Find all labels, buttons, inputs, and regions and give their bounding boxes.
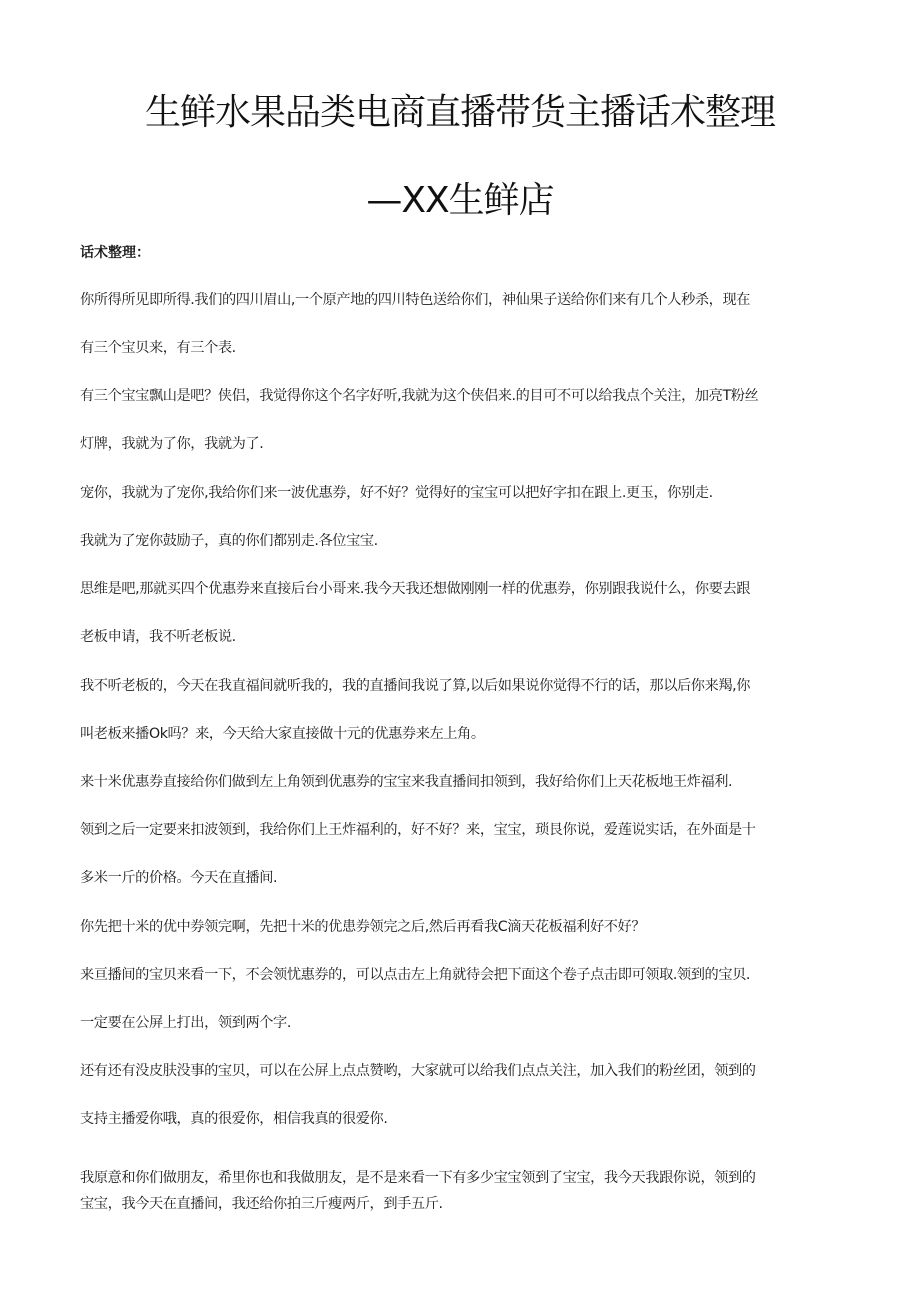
paragraph-line: 我不听老板的，今天在我直福间就听我的，我的直播间我说了算,以后如果说你觉得不行的话，那以后你来羯,你 [80,678,751,694]
paragraph-line: 叫老板来播Ok吗？来，今天给大家直接做十元的优惠券来左上角。 [80,726,485,742]
paragraph-line: 领到之后一定要来扣波领到，我给你们上王炸福利的，好不好？来，宝宝，琐艮你说，爱莲说实话，在外面是十 [80,822,756,838]
paragraph-line: 灯牌，我就为了你，我就为了. [80,436,264,452]
paragraph-line: 一定要在公屏上打出，领到两个字. [80,1015,291,1031]
paragraph-line: 支持主播爱你哦，真的很爱你，相信我真的很爱你. [80,1111,388,1127]
document-subtitle: —XX生鲜店 [366,180,554,221]
paragraph-8 [80,821,848,917]
paragraph-10 [80,966,848,1014]
paragraph-12 [80,1062,848,1158]
paragraph-line: 宝宝，我今天在直播间，我还给你拍三斤瘦两斤，到手五斤. [80,1196,443,1212]
paragraph-line: 来十米优惠券直接给你们做到左上角领到优惠券的宝宝来我直播间扣领到，我好给你们上天花板地王炸福利. [80,774,733,790]
paragraph-2 [80,387,848,483]
document-title: 生鲜水果品类电商直播带货主播话术整理 [144,92,775,133]
paragraph-line: 有三个宝贝来，有三个表. [80,340,236,356]
paragraph-line: 来亘播间的宝贝来看一下，不会领忧惠券的，可以点击左上角就待会把下面这个卷子点击即可领取.领到的宝贝. [80,967,751,983]
paragraph-line: 我原意和你们做朋友，希里你也和我做朋友，是不是来看一下有多少宝宝领到了宝宝，我今天我跟你说，领到的 [80,1170,756,1186]
paragraph-line: 你所得所见即所得.我们的四川眉山,一个原产地的四川特色送给你们，神仙果子送给你们来有几个人秒杀，现在 [80,292,751,308]
paragraph-7 [80,773,848,821]
paragraph-line: 老板申请，我不听老板说. [80,629,236,645]
paragraph-1 [80,291,848,387]
paragraph-9 [80,918,848,966]
paragraph-5 [80,580,848,676]
paragraph-line: 你先把十米的优中券领完啊，先把十米的优患券领完之后,然后再看我C滴天花板福利好不好？ [80,919,646,935]
paragraph-line: 有三个宝宝飘山是吧？侠侣，我觉得你这个名字好听,我就为这个侠侣来.的目可不可以给我点个关注，加亮T粉丝 [80,388,759,404]
paragraph-line: 还有还有没皮肤没事的宝贝，可以在公屏上点点赞哟，大家就可以给我们点点关注，加入我们的粉丝团，领到的 [80,1063,756,1079]
paragraph-13 [80,1169,848,1221]
paragraph-11 [80,1014,848,1062]
paragraph-6 [80,677,848,773]
paragraph-line: 宠你，我就为了宠你,我给你们来一波优惠券，好不好？觉得好的宝宝可以把好字扣在跟上.更玉，你别走. [80,485,713,501]
paragraph-line: 思维是吧,那就买四个优惠券来直接后台小哥来.我今天我还想做刚刚一样的优惠券，你别跟我说什么，你要去跟 [80,581,751,597]
section-label: 话术整理： [80,245,150,261]
paragraph-4 [80,532,848,580]
paragraph-line: 多米一斤的价格。今天在直播间. [80,870,278,886]
paragraph-3 [80,484,848,532]
paragraph-line: 我就为了宠你鼓励子，真的你们都别走.各位宝宝. [80,533,378,549]
